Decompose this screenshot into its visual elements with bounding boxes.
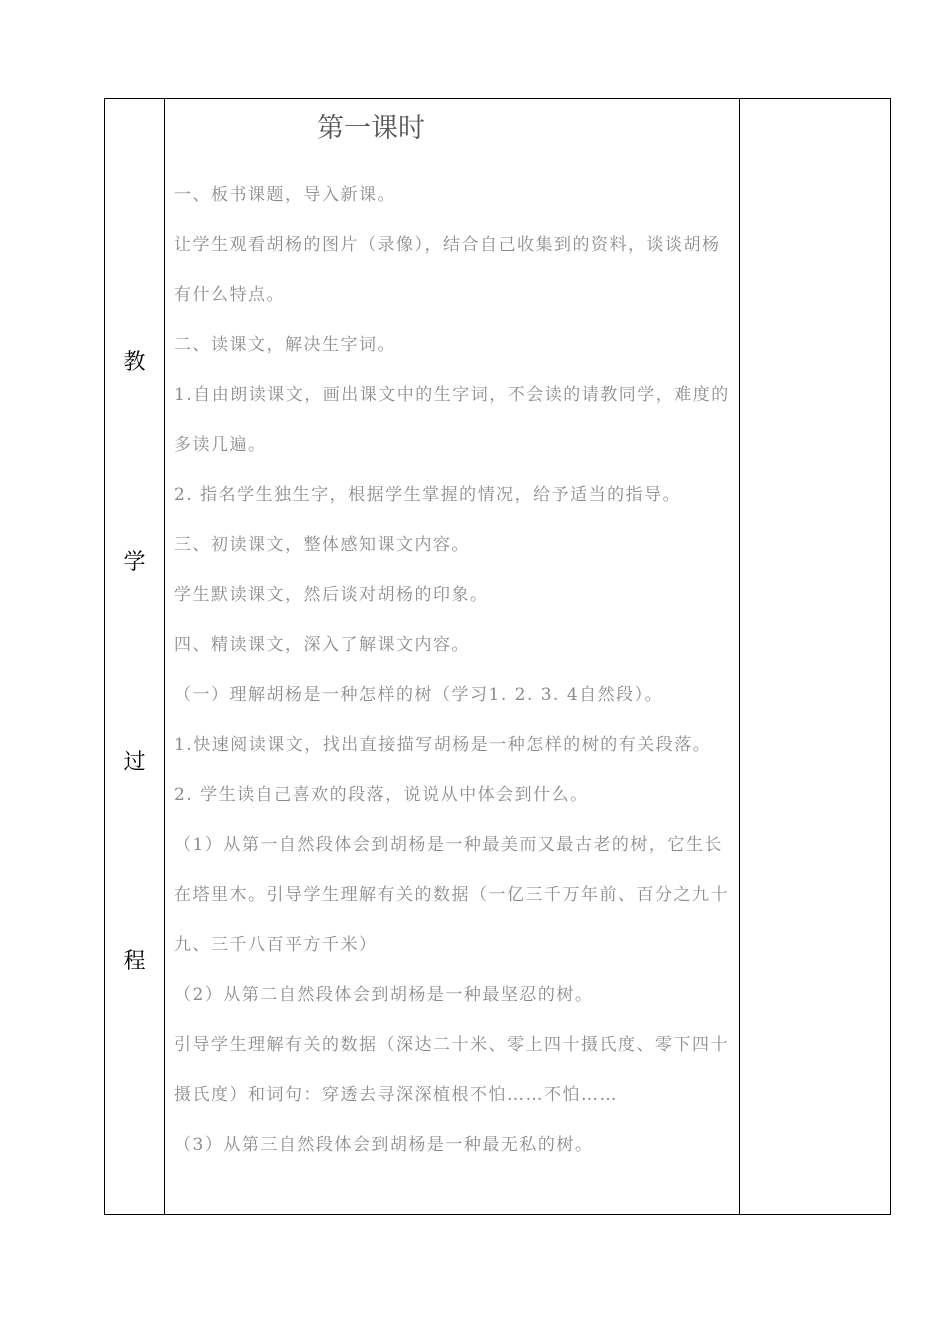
paragraph: 让学生观看胡杨的图片（录像），结合自己收集到的资料，谈谈胡杨有什么特点。 — [174, 235, 721, 305]
lesson-plan-table — [104, 98, 891, 1215]
paragraph: 二、读课文，解决生字词。 — [174, 335, 396, 355]
paragraph: 1.自由朗读课文，画出课文中的生字词，不会读的请教同学，难度的多读几遍。 — [174, 385, 730, 455]
paragraph: 2. 学生读自己喜欢的段落，说说从中体会到什么。 — [174, 785, 589, 805]
row-label-char: 程 — [123, 949, 146, 974]
column-divider — [164, 99, 165, 1214]
row-label-column — [105, 99, 164, 1214]
lesson-content — [174, 107, 734, 1170]
paragraph: （1）从第一自然段体会到胡杨是一种最美而又最古老的树，它生长在塔里木。引导学生理解有关的数据（一亿三千万年前、百分之九十九、三千八百平方千米） — [174, 835, 729, 955]
paragraph: （3）从第三自然段体会到胡杨是一种最无私的树。 — [174, 1135, 594, 1155]
paragraph: 一、板书课题，导入新课。 — [174, 185, 396, 205]
lesson-title: 第一课时 — [317, 113, 425, 144]
paragraph: 学生默读课文，然后谈对胡杨的印象。 — [174, 585, 489, 605]
paragraph: （2）从第二自然段体会到胡杨是一种最坚忍的树。 — [174, 985, 594, 1005]
paragraph: 引导学生理解有关的数据（深达二十米、零上四十摄氏度、零下四十摄氏度）和词句：穿透去寻深深植根不怕……不怕…… — [174, 1035, 729, 1105]
row-label-char: 过 — [123, 750, 146, 775]
paragraph: 四、精读课文，深入了解课文内容。 — [174, 635, 470, 655]
paragraph: 三、初读课文，整体感知课文内容。 — [174, 535, 470, 555]
paragraph: （一）理解胡杨是一种怎样的树（学习1. 2. 3. 4自然段）。 — [174, 685, 664, 705]
row-label-char: 教 — [123, 350, 146, 375]
column-divider — [739, 99, 740, 1214]
row-label-char: 学 — [123, 550, 146, 575]
paragraph: 2. 指名学生独生字，根据学生掌握的情况，给予适当的指导。 — [174, 485, 682, 505]
paragraph: 1.快速阅读课文，找出直接描写胡杨是一种怎样的树的有关段落。 — [174, 735, 712, 755]
